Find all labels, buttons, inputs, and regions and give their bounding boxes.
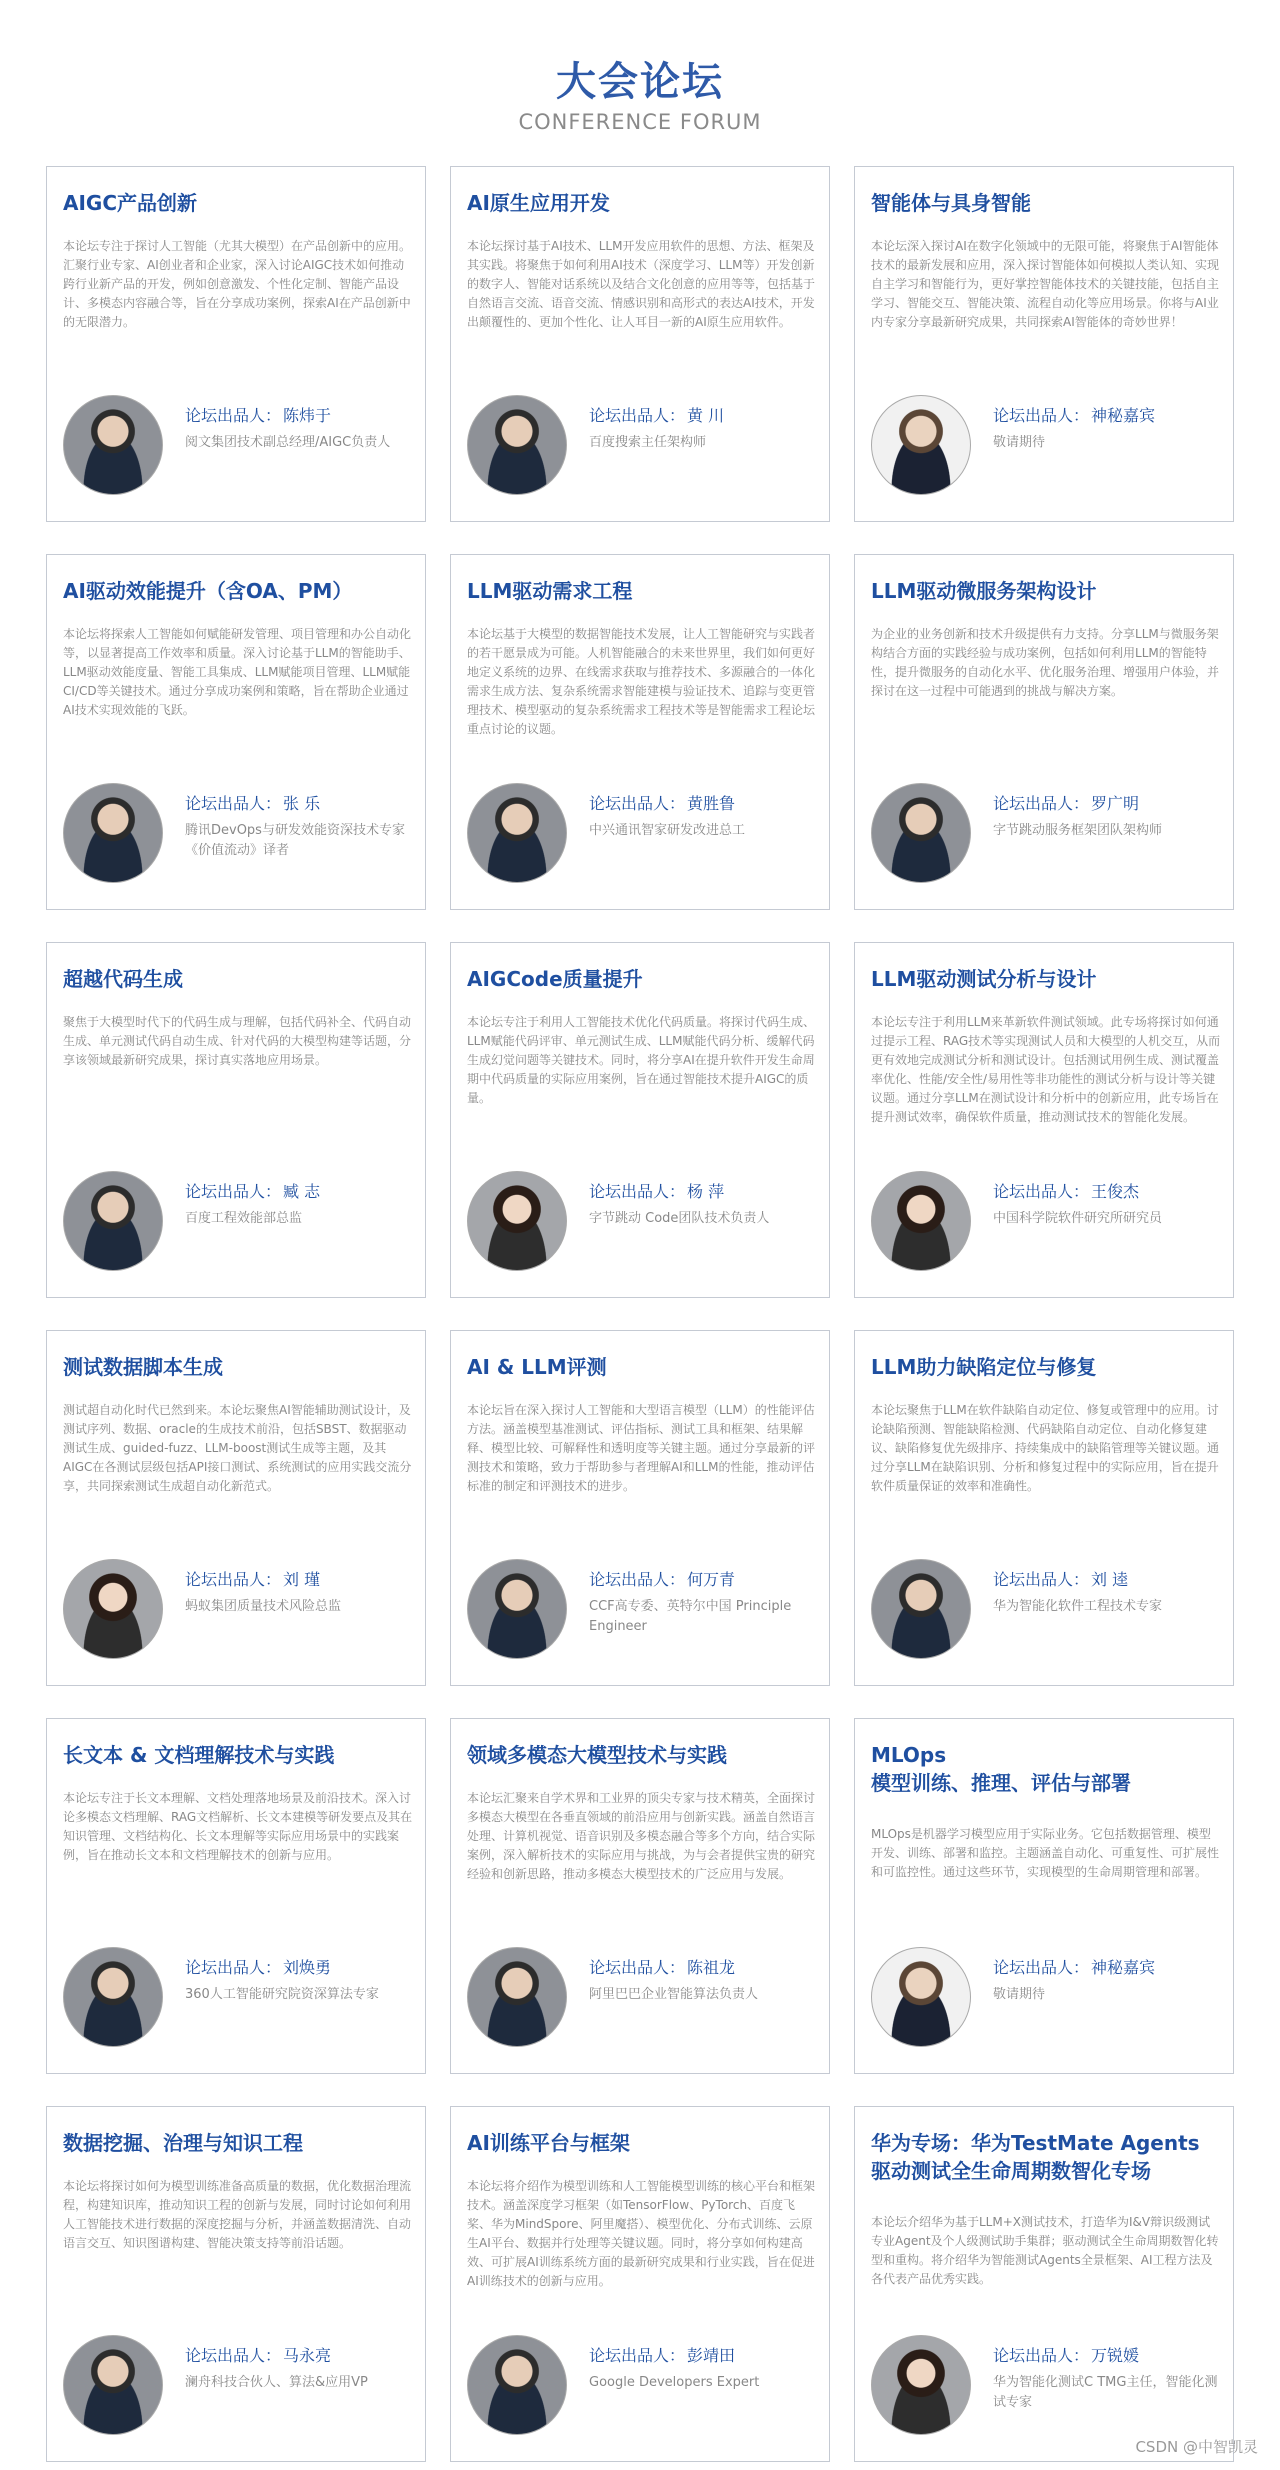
avatar	[467, 1171, 567, 1271]
avatar	[63, 1947, 163, 2047]
forum-card[interactable]	[450, 554, 830, 910]
forum-description: 为企业的业务创新和技术升级提供有力支持。分享LLM与微服务架构结合方面的实践经验与成功案例，包括如何利用LLM的智能特性，提升微服务的自动化水平、优化服务治理、增强用户体验，并探讨在这一过程中可能遇到的挑战与解决方案。	[871, 627, 1220, 698]
avatar	[63, 783, 163, 883]
forum-card[interactable]	[854, 1330, 1234, 1686]
host-name: 杨 萍	[687, 1182, 725, 1201]
forum-description: MLOps是机器学习模型应用于实际业务。它包括数据管理、模型开发、训练、部署和监控。主题涵盖自动化、可重复性、可扩展性和可监控性。通过这些环节，实现模型的生命周期管理和部署。	[871, 1827, 1220, 1879]
forum-description: 本论坛专注于长文本理解、文档处理落地场景及前沿技术。深入讨论多模态文档理解、RAG文档解析、长文本建模等研发要点及其在知识管理、文档结构化、长文本理解等实际应用场景中的实践案例，旨在推动长文本和文档理解技术的创新与应用。	[63, 1791, 413, 1862]
host-label: 论坛出品人：	[589, 1182, 686, 1201]
host-name: 万锐媛	[1091, 2346, 1140, 2365]
forum-host	[589, 1179, 825, 1202]
forum-card[interactable]	[46, 166, 426, 522]
forum-description: 本论坛旨在深入探讨人工智能和大型语言模型（LLM）的性能评估方法。涵盖模型基准测试、评估指标、测试工具和框架、结果解释、模型比较、可解释性和透明度等关键主题。通过分享最新的评测技术和策略，致力于帮助参与者理解AI和LLM的性能，推动评估标准的制定和评测技术的进步。	[467, 1403, 816, 1493]
forum-title: 超越代码生成	[63, 967, 183, 991]
forum-host	[185, 1567, 421, 1590]
forum-card[interactable]	[450, 942, 830, 1298]
forum-card[interactable]	[854, 2106, 1234, 2462]
forum-description: 本论坛将探索人工智能如何赋能研发管理、项目管理和办公自动化等，以显著提高工作效率和质量。深入讨论基于LLM的智能助手、LLM驱动效能度量、智能工具集成、LLM赋能项目管理、LLM赋能CI/CD等关键技术。通过分享成功案例和策略，旨在帮助企业通过AI技术实现效能的飞跃。	[63, 627, 412, 717]
forum-description: 本论坛将探讨如何为模型训练准备高质量的数据，优化数据治理流程，构建知识库，推动知识工程的创新与发展，同时讨论如何利用人工智能技术进行数据的深度挖掘与分析，并涵盖数据清洗、自动语言交互、知识图谱构建、智能决策支持等前沿话题。	[63, 2179, 412, 2250]
host-label: 论坛出品人：	[185, 1958, 282, 1977]
forum-description: 本论坛专注于探讨人工智能（尤其大模型）在产品创新中的应用。汇聚行业专家、AI创业者和企业家，深入讨论AIGC技术如何推动跨行业新产品的开发，例如创意激发、个性化定制、智能产品设计、多模态内容融合等，旨在分享成功案例，探索AI在产品创新中的无限潜力。	[63, 239, 412, 329]
forum-description: 本论坛将介绍作为模型训练和人工智能模型训练的核心平台和框架技术。涵盖深度学习框架（如TensorFlow、PyTorch、百度飞桨、华为MindSpore、阿里魔搭）、模型优化、分布式训练、云原生AI平台、数据并行处理等关键议题。同时，将分享如何构建高效、可扩展AI训练系统方面的最新研究成果和行业实践，旨在促进AI训练技术的创新与应用。	[467, 2179, 816, 2288]
forum-host	[993, 1567, 1229, 1590]
host-role: 百度搜索主任架构师	[589, 435, 707, 450]
forum-card[interactable]	[450, 2106, 830, 2462]
host-name: 神秘嘉宾	[1091, 406, 1156, 425]
forum-host	[185, 2343, 421, 2366]
host-name: 黄胜鲁	[687, 794, 736, 813]
forum-host	[185, 791, 421, 814]
forum-host	[993, 1955, 1229, 1978]
forum-host	[589, 1567, 825, 1590]
forum-host	[589, 2343, 825, 2366]
forum-title: 华为专场：华为TestMate Agents 驱动测试全生命周期数智化专场	[871, 2131, 1200, 2183]
avatar	[871, 783, 971, 883]
host-name: 何万青	[687, 1570, 736, 1589]
forum-title: AIGCode质量提升	[467, 967, 643, 991]
host-label: 论坛出品人：	[993, 1570, 1090, 1589]
forum-host	[589, 403, 825, 426]
host-label: 论坛出品人：	[993, 1182, 1090, 1201]
forum-card[interactable]	[450, 1330, 830, 1686]
host-role: 腾讯DevOps与研发效能资深技术专家《价值流动》译者	[185, 823, 405, 858]
host-label: 论坛出品人：	[589, 1958, 686, 1977]
forum-title: 测试数据脚本生成	[63, 1355, 223, 1379]
forum-title: LLM助力缺陷定位与修复	[871, 1355, 1097, 1379]
forum-card[interactable]	[46, 554, 426, 910]
host-label: 论坛出品人：	[993, 1958, 1090, 1977]
avatar	[871, 1559, 971, 1659]
host-label: 论坛出品人：	[993, 2346, 1090, 2365]
avatar	[467, 395, 567, 495]
host-label: 论坛出品人：	[589, 2346, 686, 2365]
forum-host	[185, 403, 421, 426]
forum-title: LLM驱动测试分析与设计	[871, 967, 1097, 991]
forum-card[interactable]	[854, 166, 1234, 522]
avatar	[871, 1947, 971, 2047]
host-role: 敬请期待	[993, 1987, 1046, 2002]
host-role: 敬请期待	[993, 435, 1046, 450]
forum-card[interactable]	[450, 1718, 830, 2074]
forum-title: MLOps 模型训练、推理、评估与部署	[871, 1743, 1131, 1795]
avatar	[63, 1559, 163, 1659]
host-name: 刘焕勇	[283, 1958, 332, 1977]
forum-title: 领域多模态大模型技术与实践	[467, 1743, 727, 1767]
forum-host	[589, 791, 825, 814]
forum-card[interactable]	[46, 1330, 426, 1686]
host-role: 百度工程效能部总监	[185, 1211, 303, 1226]
forum-host	[185, 1179, 421, 1202]
forum-title: AI & LLM评测	[467, 1355, 607, 1379]
host-label: 论坛出品人：	[185, 406, 282, 425]
host-label: 论坛出品人：	[185, 1570, 282, 1589]
host-label: 论坛出品人：	[589, 794, 686, 813]
host-label: 论坛出品人：	[589, 1570, 686, 1589]
forum-description: 本论坛深入探讨AI在数字化领域中的无限可能，将聚焦于AI智能体技术的最新发展和应用，深入探讨智能体如何模拟人类认知、实现自主学习和智能行为，更好掌控智能体技术的关键技能，包括自主学习、智能交互、智能决策、流程自动化等应用场景。你将与AI业内专家分享最新研究成果，共同探索AI智能体的奇妙世界！	[871, 239, 1220, 329]
forum-title: LLM驱动微服务架构设计	[871, 579, 1097, 603]
host-name: 马永亮	[283, 2346, 332, 2365]
forum-host	[589, 1955, 825, 1978]
forum-description: 本论坛专注于利用人工智能技术优化代码质量。将探讨代码生成、LLM赋能代码评审、单元测试生成、LLM赋能代码分析、缓解代码生成幻觉问题等关键技术。同时，将分享AI在提升软件开发生命周期中代码质量的实际应用案例，旨在通过智能技术提升AIGC的质量。	[467, 1015, 816, 1105]
host-name: 罗广明	[1091, 794, 1140, 813]
host-name: 黄 川	[687, 406, 725, 425]
avatar	[63, 2335, 163, 2435]
forum-description: 本论坛聚焦于LLM在软件缺陷自动定位、修复或管理中的应用。讨论缺陷预测、智能缺陷检测、代码缺陷自动定位、自动化修复建议、缺陷修复优先级排序、持续集成中的缺陷管理等关键议题。通过分享LLM在缺陷识别、分析和修复过程中的实际应用，旨在提升软件质量保证的效率和准确性。	[871, 1403, 1220, 1493]
host-label: 论坛出品人：	[993, 794, 1090, 813]
host-name: 彭靖田	[687, 2346, 736, 2365]
forum-description: 本论坛汇聚来自学术界和工业界的顶尖专家与技术精英，全面探讨多模态大模型在各垂直领域的前沿应用与创新实践。涵盖自然语言处理、计算机视觉、语音识别及多模态融合等多个方向，结合实际案例，深入解析技术的实际应用与挑战，为与会者提供宝贵的研究经验和创新思路，推动多模态大模型技术的广泛应用与发展。	[467, 1791, 816, 1881]
forum-card[interactable]	[854, 1718, 1234, 2074]
forum-title: AI驱动效能提升（含OA、PM）	[63, 579, 353, 603]
host-role: 蚂蚁集团质量技术风险总监	[185, 1599, 342, 1614]
host-role: 字节跳动服务框架团队架构师	[993, 823, 1163, 838]
forum-title: AI训练平台与框架	[467, 2131, 630, 2155]
avatar	[63, 1171, 163, 1271]
watermark: CSDN @中智凯灵	[1135, 2438, 1258, 2456]
forum-card[interactable]	[854, 942, 1234, 1298]
avatar	[467, 1947, 567, 2047]
host-name: 臧 志	[283, 1182, 321, 1201]
host-role: 中国科学院软件研究所研究员	[993, 1211, 1163, 1226]
host-name: 王俊杰	[1091, 1182, 1140, 1201]
host-role: 中兴通讯智家研发改进总工	[589, 823, 746, 838]
page-header	[0, 0, 1280, 150]
host-name: 陈炜于	[283, 406, 332, 425]
host-name: 刘 瑾	[283, 1570, 321, 1589]
forum-host	[993, 2343, 1229, 2366]
avatar	[467, 2335, 567, 2435]
host-role: 阿里巴巴企业智能算法负责人	[589, 1987, 759, 2002]
host-label: 论坛出品人：	[993, 406, 1090, 425]
forum-description: 聚焦于大模型时代下的代码生成与理解，包括代码补全、代码自动生成、单元测试代码自动生成、针对代码的大模型构建等话题，分享该领域最新研究成果，探讨真实落地应用场景。	[63, 1015, 412, 1067]
forum-description: 本论坛基于大模型的数据智能技术发展，让人工智能研究与实践者的若干愿景成为可能。人机智能融合的未来世界里，我们如何更好地定义系统的边界、在线需求获取与推荐技术、多源融合的一体化需求生成方法、复杂系统需求智能建模与验证技术、追踪与变更管理技术、模型驱动的复杂系统需求工程技术等是智能需求工程论坛重点讨论的议题。	[467, 627, 816, 736]
host-role: 华为智能化软件工程技术专家	[993, 1599, 1163, 1614]
forum-title: AI原生应用开发	[467, 191, 610, 215]
forum-title: 长文本 & 文档理解技术与实践	[63, 1743, 335, 1767]
forum-title: 数据挖掘、治理与知识工程	[63, 2131, 303, 2155]
forum-description: 测试超自动化时代已然到来。本论坛聚焦AI智能辅助测试设计，及测试序列、数据、oracle的生成技术前沿，包括SBST、数据驱动测试生成、guided-fuzz、LLM-boost测试生成等主题，及其AIGC在各测试层级包括API接口测试、系统测试的应用实践交流分享，共同探索测试生成超自动化新范式。	[63, 1403, 412, 1493]
forum-host	[185, 1955, 421, 1978]
forum-title: AIGC产品创新	[63, 191, 198, 215]
forum-description: 本论坛探讨基于AI技术、LLM开发应用软件的思想、方法、框架及其实践。将聚焦于如何利用AI技术（深度学习、LLM等）开发创新的数字人、智能对话系统以及结合文化创意的应用等等，包括基于自然语言交流、语音交流、情感识别和高形式的表达AI技术，开发出颠覆性的、更加个性化、让人耳目一新的AI原生应用软件。	[467, 239, 816, 329]
forum-card[interactable]	[450, 166, 830, 522]
avatar	[467, 783, 567, 883]
forum-card[interactable]	[46, 1718, 426, 2074]
host-role: 澜舟科技合伙人、算法&应用VP	[185, 2375, 368, 2390]
page-title: 大会论坛	[556, 59, 724, 105]
forum-card[interactable]	[854, 554, 1234, 910]
host-name: 张 乐	[283, 794, 321, 813]
forum-host	[993, 403, 1229, 426]
host-label: 论坛出品人：	[185, 794, 282, 813]
host-role: 阅文集团技术副总经理/AIGC负责人	[185, 435, 391, 450]
host-label: 论坛出品人：	[589, 406, 686, 425]
page-subtitle: CONFERENCE FORUM	[518, 110, 762, 134]
host-role: CCF高专委、英特尔中国 Principle Engineer	[589, 1599, 792, 1634]
forum-description: 本论坛专注于利用LLM来革新软件测试领域。此专场将探讨如何通过提示工程、RAG技术等实现测试人员和大模型的人机交互，从而更有效地完成测试分析和测试设计。包括测试用例生成、测试覆盖率优化、性能/安全性/易用性等非功能性的测试分析与设计等关键议题。通过分享LLM在测试设计和分析中的创新应用，此专场旨在提升测试效率，确保软件质量，推动测试技术的智能化发展。	[871, 1015, 1221, 1124]
host-name: 刘 逵	[1091, 1570, 1129, 1589]
forum-description: 本论坛介绍华为基于LLM+X测试技术，打造华为I&V辩识级测试专业Agent及个人级测试助手集群；驱动测试全生命周期数智化转型和重构。将介绍华为智能测试Agents全景框架、AI工程方法及各代表产品优秀实践。	[871, 2215, 1219, 2286]
forum-card[interactable]	[46, 2106, 426, 2462]
avatar	[871, 1171, 971, 1271]
forum-title: 智能体与具身智能	[871, 191, 1031, 215]
host-role: 360人工智能研究院资深算法专家	[185, 1987, 379, 2002]
forum-host	[993, 1179, 1229, 1202]
host-name: 神秘嘉宾	[1091, 1958, 1156, 1977]
forum-title: LLM驱动需求工程	[467, 579, 633, 603]
host-role: Google Developers Expert	[589, 2375, 760, 2390]
avatar	[467, 1559, 567, 1659]
host-label: 论坛出品人：	[185, 1182, 282, 1201]
avatar	[871, 395, 971, 495]
forum-card[interactable]	[46, 942, 426, 1298]
host-label: 论坛出品人：	[185, 2346, 282, 2365]
avatar	[871, 2335, 971, 2435]
host-role: 字节跳动 Code团队技术负责人	[589, 1211, 770, 1226]
host-name: 陈祖龙	[687, 1958, 736, 1977]
forum-host	[993, 791, 1229, 814]
host-role: 华为智能化测试C TMG主任，智能化测试专家	[993, 2375, 1218, 2410]
avatar	[63, 395, 163, 495]
